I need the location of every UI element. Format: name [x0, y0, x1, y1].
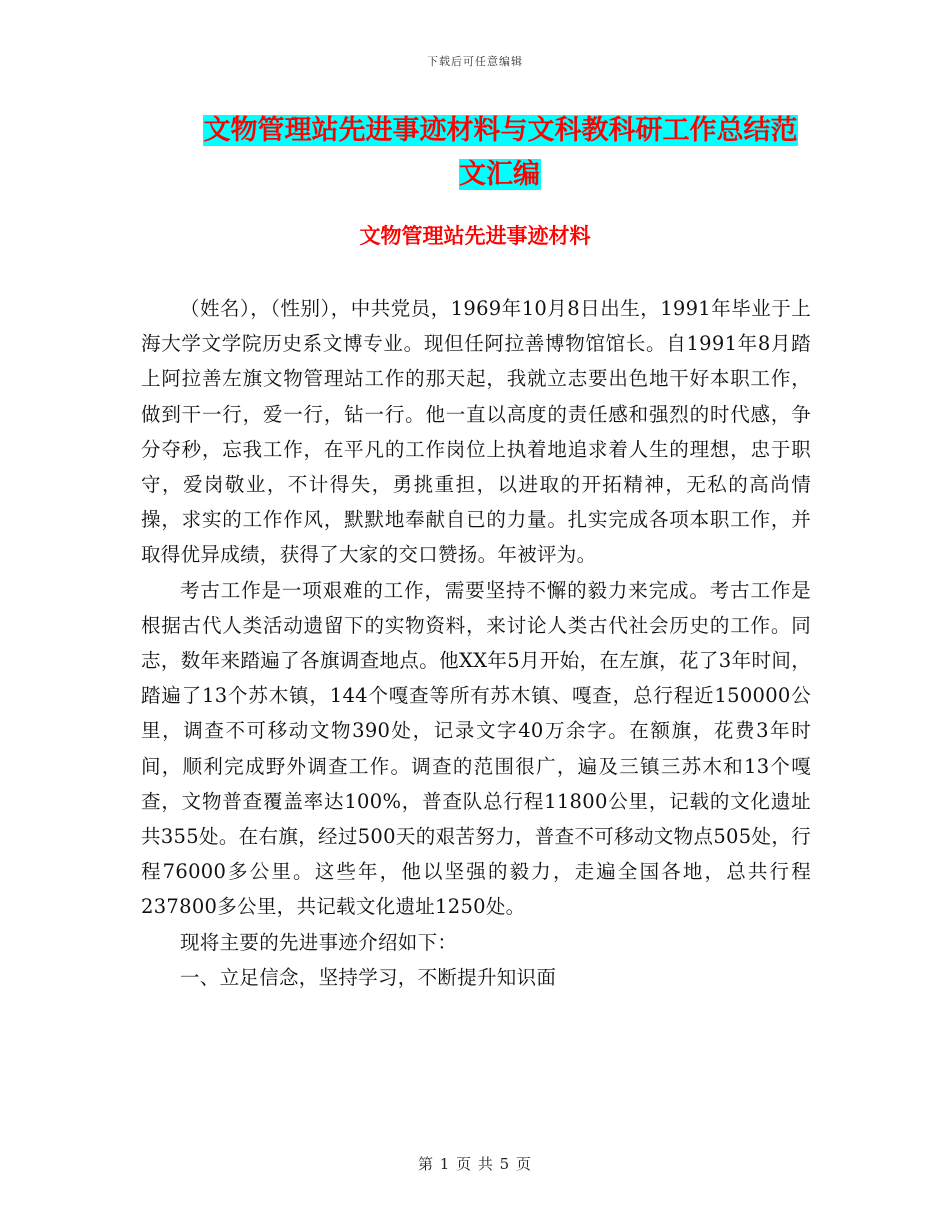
- paragraph: （姓名），（性别），中共党员，1969年10月8日出生，1991年毕业于上海大学文学院历史系文博专业。现但任阿拉善博物馆馆长。自1991年8月踏上阿拉善左旗文物管理站工作的那天起，我就立志要出色地干好本职工作，做到干一行，爱一行，钻一行。他一直以高度的责任感和强烈的时代感，争分夺秒，忘我工作，在平凡的工作岗位上执着地追求着人生的理想，忠于职守，爱岗敬业，不计得失，勇挑重担，以进取的开拓精神，无私的高尚情操，求实的工作作风，默默地奉献自已的力量。扎实完成各项本职工作，并取得优异成绩，获得了大家的交口赞扬。年被评为。: [141, 297, 811, 567]
- page-footer: 第 1 页 共 5 页: [418, 1155, 532, 1173]
- paragraph: 考古工作是一项艰难的工作，需要坚持不懈的毅力来完成。考古工作是根据古代人类活动遗留下的实物资料，来讨论人类古代社会历史的工作。同志，数年来踏遍了各旗调查地点。他XX年5月开始，在左旗，花了3年时间，踏遍了13个苏木镇，144个嘎查等所有苏木镇、嘎查，总行程近150000公里，调查不可移动文物390处，记录文字40万余字。在额旗，花费3年时间，顺利完成野外调查工作。调查的范围很广，遍及三镇三苏木和13个嘎查，文物普查覆盖率达100%，普查队总行程11800公里，记载的文化遗址共355处。在右旗，经过500天的艰苦努力，普查不可移动文物点505处，行程76000多公里。这些年，他以坚强的毅力，走遍全国各地，总共行程237800多公里，共记载文化遗址1250处。: [141, 578, 811, 919]
- paragraph: 现将主要的先进事迹介绍如下：: [180, 930, 458, 954]
- document-title: [190, 109, 810, 197]
- document-body: [141, 291, 811, 995]
- paragraph: 一、立足信念，坚持学习，不断提升知识面: [180, 965, 557, 989]
- section-title: 文物管理站先进事迹材料: [359, 224, 591, 248]
- document-title-text: 文物管理站先进事迹材料与文科教科研工作总结范文汇编: [203, 115, 798, 190]
- header-note: 下载后可任意编辑: [427, 55, 523, 68]
